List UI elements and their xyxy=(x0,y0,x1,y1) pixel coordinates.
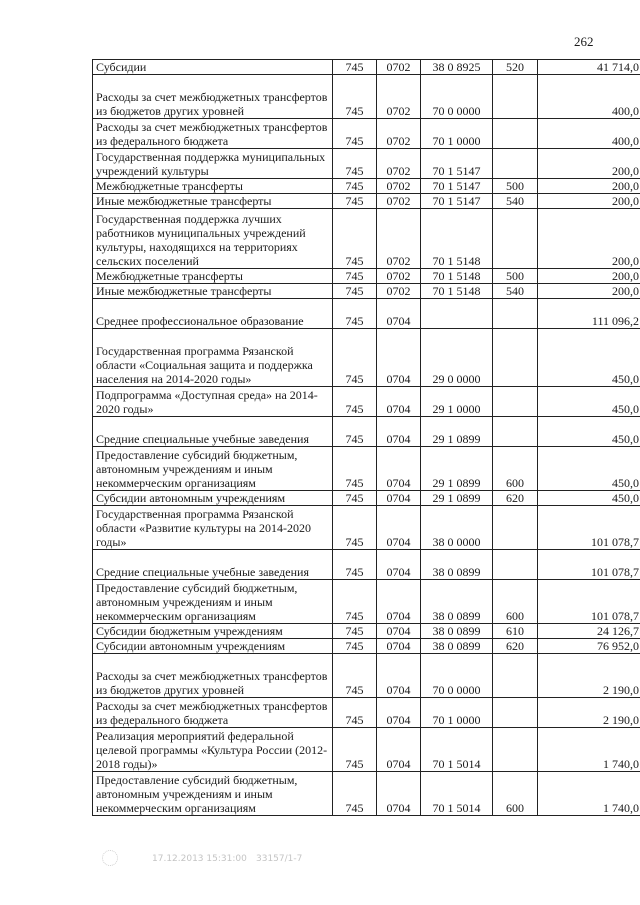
row-name: Расходы за счет межбюджетных трансфертов из бюджетов других уровней xyxy=(93,75,333,119)
row-expense-type xyxy=(493,698,538,728)
row-section-code: 0704 xyxy=(377,639,421,654)
table-row xyxy=(93,75,640,119)
budget-table-body xyxy=(93,60,640,816)
row-section-code: 0704 xyxy=(377,550,421,580)
row-section-code: 0704 xyxy=(377,417,421,447)
row-amount: 450,0 xyxy=(538,417,640,447)
row-amount: 200,0 xyxy=(538,149,640,179)
row-section-code: 0704 xyxy=(377,506,421,550)
table-row xyxy=(93,698,640,728)
table-row xyxy=(93,728,640,772)
row-name: Иные межбюджетные трансферты xyxy=(93,284,333,299)
row-section-code: 0702 xyxy=(377,194,421,209)
row-article-code: 70 1 5148 xyxy=(421,284,493,299)
table-row xyxy=(93,269,640,284)
row-section-code: 0704 xyxy=(377,654,421,698)
row-amount: 400,0 xyxy=(538,75,640,119)
row-article-code: 38 0 0000 xyxy=(421,506,493,550)
row-article-code: 29 1 0899 xyxy=(421,447,493,491)
row-name: Расходы за счет межбюджетных трансфертов из федерального бюджета xyxy=(93,119,333,149)
row-expense-type xyxy=(493,75,538,119)
row-amount: 41 714,0 xyxy=(538,60,640,75)
row-article-code: 70 1 5014 xyxy=(421,728,493,772)
row-admin-code: 745 xyxy=(333,728,377,772)
table-row xyxy=(93,119,640,149)
row-expense-type: 540 xyxy=(493,194,538,209)
row-name: Межбюджетные трансферты xyxy=(93,179,333,194)
row-admin-code: 745 xyxy=(333,624,377,639)
row-expense-type xyxy=(493,550,538,580)
table-row xyxy=(93,654,640,698)
row-expense-type xyxy=(493,119,538,149)
row-section-code: 0704 xyxy=(377,728,421,772)
table-row xyxy=(93,506,640,550)
row-admin-code: 745 xyxy=(333,60,377,75)
table-row xyxy=(93,209,640,269)
row-article-code: 70 1 5147 xyxy=(421,149,493,179)
row-name: Расходы за счет межбюджетных трансфертов из бюджетов других уровней xyxy=(93,654,333,698)
row-article-code: 38 0 0899 xyxy=(421,624,493,639)
row-amount: 2 190,0 xyxy=(538,654,640,698)
row-article-code: 70 1 5148 xyxy=(421,269,493,284)
row-name: Предоставление субсидий бюджетным, автономным учреждениям и иным некоммерческим организациям xyxy=(93,580,333,624)
row-admin-code: 745 xyxy=(333,119,377,149)
row-name: Субсидии автономным учреждениям xyxy=(93,491,333,506)
row-name: Субсидии xyxy=(93,60,333,75)
row-admin-code: 745 xyxy=(333,329,377,387)
table-row xyxy=(93,387,640,417)
table-row xyxy=(93,194,640,209)
footer-timestamp: 17.12.2013 15:31:00 xyxy=(152,854,247,864)
row-admin-code: 745 xyxy=(333,75,377,119)
row-expense-type xyxy=(493,654,538,698)
row-name: Государственная поддержка муниципальных учреждений культуры xyxy=(93,149,333,179)
row-section-code: 0704 xyxy=(377,580,421,624)
row-name: Иные межбюджетные трансферты xyxy=(93,194,333,209)
row-article-code: 38 0 0899 xyxy=(421,639,493,654)
row-admin-code: 745 xyxy=(333,550,377,580)
row-section-code: 0702 xyxy=(377,269,421,284)
row-article-code: 70 1 0000 xyxy=(421,698,493,728)
row-admin-code: 745 xyxy=(333,506,377,550)
table-row xyxy=(93,580,640,624)
table-row xyxy=(93,550,640,580)
row-expense-type xyxy=(493,506,538,550)
row-name: Средние специальные учебные заведения xyxy=(93,550,333,580)
row-admin-code: 745 xyxy=(333,698,377,728)
row-amount: 101 078,7 xyxy=(538,580,640,624)
row-article-code: 29 1 0899 xyxy=(421,417,493,447)
row-name: Межбюджетные трансферты xyxy=(93,269,333,284)
row-name: Предоставление субсидий бюджетным, автономным учреждениям и иным некоммерческим организациям xyxy=(93,447,333,491)
row-section-code: 0702 xyxy=(377,209,421,269)
row-section-code: 0704 xyxy=(377,772,421,816)
row-expense-type xyxy=(493,728,538,772)
table-row xyxy=(93,284,640,299)
row-article-code xyxy=(421,299,493,329)
table-row xyxy=(93,447,640,491)
row-expense-type: 500 xyxy=(493,269,538,284)
row-admin-code: 745 xyxy=(333,772,377,816)
row-section-code: 0704 xyxy=(377,299,421,329)
row-expense-type: 500 xyxy=(493,179,538,194)
row-admin-code: 745 xyxy=(333,179,377,194)
row-expense-type: 540 xyxy=(493,284,538,299)
row-amount: 1 740,0 xyxy=(538,772,640,816)
row-name: Государственная поддержка лучших работников муниципальных учреждений культуры, находящихся на территориях сельских поселений xyxy=(93,209,333,269)
row-amount: 200,0 xyxy=(538,194,640,209)
row-article-code: 70 0 0000 xyxy=(421,75,493,119)
row-admin-code: 745 xyxy=(333,654,377,698)
row-expense-type: 600 xyxy=(493,772,538,816)
row-section-code: 0702 xyxy=(377,60,421,75)
table-row xyxy=(93,772,640,816)
row-expense-type: 610 xyxy=(493,624,538,639)
row-article-code: 29 0 0000 xyxy=(421,329,493,387)
row-admin-code: 745 xyxy=(333,447,377,491)
row-name: Субсидии бюджетным учреждениям xyxy=(93,624,333,639)
row-name: Предоставление субсидий бюджетным, автономным учреждениям и иным некоммерческим организациям xyxy=(93,772,333,816)
row-article-code: 38 0 0899 xyxy=(421,580,493,624)
row-expense-type xyxy=(493,149,538,179)
row-amount: 200,0 xyxy=(538,209,640,269)
row-expense-type xyxy=(493,209,538,269)
row-article-code: 70 1 5147 xyxy=(421,194,493,209)
row-admin-code: 745 xyxy=(333,194,377,209)
row-amount: 76 952,0 xyxy=(538,639,640,654)
row-admin-code: 745 xyxy=(333,580,377,624)
row-amount: 200,0 xyxy=(538,269,640,284)
row-article-code: 38 0 8925 xyxy=(421,60,493,75)
table-row xyxy=(93,639,640,654)
row-section-code: 0704 xyxy=(377,491,421,506)
row-admin-code: 745 xyxy=(333,299,377,329)
row-amount: 101 078,7 xyxy=(538,550,640,580)
row-amount: 111 096,2 xyxy=(538,299,640,329)
row-amount: 200,0 xyxy=(538,284,640,299)
row-expense-type xyxy=(493,299,538,329)
row-section-code: 0702 xyxy=(377,75,421,119)
table-row xyxy=(93,491,640,506)
budget-table xyxy=(92,59,640,816)
row-admin-code: 745 xyxy=(333,149,377,179)
table-row xyxy=(93,299,640,329)
row-amount: 24 126,7 xyxy=(538,624,640,639)
row-admin-code: 745 xyxy=(333,417,377,447)
row-admin-code: 745 xyxy=(333,491,377,506)
row-section-code: 0702 xyxy=(377,284,421,299)
row-article-code: 38 0 0899 xyxy=(421,550,493,580)
row-amount: 400,0 xyxy=(538,119,640,149)
row-expense-type: 620 xyxy=(493,639,538,654)
row-article-code: 70 1 5014 xyxy=(421,772,493,816)
row-section-code: 0702 xyxy=(377,179,421,194)
row-expense-type: 520 xyxy=(493,60,538,75)
page-number: 262 xyxy=(574,34,594,49)
row-expense-type xyxy=(493,417,538,447)
table-row xyxy=(93,329,640,387)
row-name: Реализация мероприятий федеральной целевой программы «Культура России (2012-2018 годы)» xyxy=(93,728,333,772)
row-amount: 101 078,7 xyxy=(538,506,640,550)
row-article-code: 29 1 0000 xyxy=(421,387,493,417)
row-article-code: 70 1 0000 xyxy=(421,119,493,149)
row-section-code: 0704 xyxy=(377,329,421,387)
row-admin-code: 745 xyxy=(333,269,377,284)
row-name: Государственная программа Рязанской области «Развитие культуры на 2014-2020 годы» xyxy=(93,506,333,550)
row-amount: 1 740,0 xyxy=(538,728,640,772)
row-name: Подпрограмма «Доступная среда» на 2014-2020 годы» xyxy=(93,387,333,417)
table-row xyxy=(93,417,640,447)
row-admin-code: 745 xyxy=(333,284,377,299)
row-section-code: 0704 xyxy=(377,447,421,491)
row-name: Средние специальные учебные заведения xyxy=(93,417,333,447)
row-section-code: 0702 xyxy=(377,119,421,149)
row-expense-type: 620 xyxy=(493,491,538,506)
table-row xyxy=(93,149,640,179)
row-name: Среднее профессиональное образование xyxy=(93,299,333,329)
stamp-icon xyxy=(102,850,118,866)
row-name: Субсидии автономным учреждениям xyxy=(93,639,333,654)
row-article-code: 70 0 0000 xyxy=(421,654,493,698)
row-expense-type: 600 xyxy=(493,447,538,491)
row-section-code: 0704 xyxy=(377,698,421,728)
row-expense-type: 600 xyxy=(493,580,538,624)
row-section-code: 0704 xyxy=(377,624,421,639)
row-amount: 450,0 xyxy=(538,491,640,506)
table-row xyxy=(93,624,640,639)
row-amount: 450,0 xyxy=(538,329,640,387)
row-amount: 450,0 xyxy=(538,447,640,491)
row-amount: 450,0 xyxy=(538,387,640,417)
table-row xyxy=(93,179,640,194)
row-section-code: 0702 xyxy=(377,149,421,179)
footer-doc-code: 33157/1-7 xyxy=(256,854,303,864)
table-row xyxy=(93,60,640,75)
row-name: Расходы за счет межбюджетных трансфертов из федерального бюджета xyxy=(93,698,333,728)
row-expense-type xyxy=(493,387,538,417)
row-article-code: 70 1 5148 xyxy=(421,209,493,269)
row-admin-code: 745 xyxy=(333,209,377,269)
row-name: Государственная программа Рязанской области «Социальная защита и поддержка населения на 2014-2020 годы» xyxy=(93,329,333,387)
row-expense-type xyxy=(493,329,538,387)
row-admin-code: 745 xyxy=(333,639,377,654)
row-article-code: 70 1 5147 xyxy=(421,179,493,194)
row-article-code: 29 1 0899 xyxy=(421,491,493,506)
row-admin-code: 745 xyxy=(333,387,377,417)
row-section-code: 0704 xyxy=(377,387,421,417)
row-amount: 200,0 xyxy=(538,179,640,194)
row-amount: 2 190,0 xyxy=(538,698,640,728)
